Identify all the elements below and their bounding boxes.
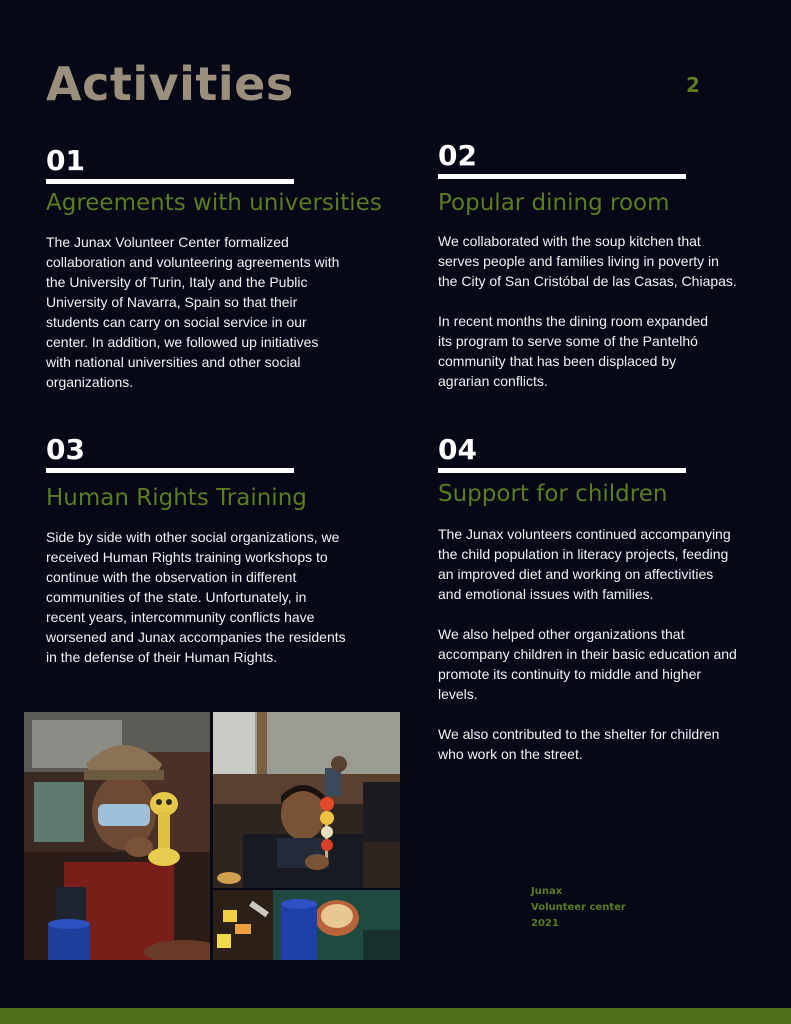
photo-children-at-table-image: [213, 712, 400, 888]
photo-boy-with-fruit: [24, 712, 210, 960]
section-number: 03: [46, 433, 85, 466]
section-heading: Support for children: [438, 481, 668, 507]
section-human-rights: [46, 434, 386, 687]
section-rule: [438, 468, 686, 473]
photo-boy-with-fruit-image: [24, 712, 210, 960]
body-line: In recent months the dining room expanded: [438, 313, 709, 329]
section-agreements: [46, 145, 386, 412]
body-line: We collaborated with the soup kitchen that: [438, 233, 701, 249]
footer-org: Junax: [531, 886, 563, 897]
body-line: continue with the observation in different: [46, 569, 297, 585]
section-body: [438, 231, 778, 391]
section-heading: Agreements with universities: [46, 190, 382, 216]
section-body: [46, 232, 386, 392]
body-line: with national universities and other social: [46, 354, 301, 370]
section-number: 01: [46, 144, 85, 177]
footer-year: 2021: [531, 918, 559, 929]
photo-fruit-plate: [213, 890, 400, 960]
body-line: an improved diet and working on affectivities: [438, 566, 714, 582]
body-line: the University of Turin, Italy and the Public: [46, 274, 308, 290]
body-line: organizations.: [46, 374, 134, 390]
photo-collage: [24, 712, 400, 960]
section-heading: Popular dining room: [438, 190, 670, 216]
body-line: recent years, intercommunity conflicts have: [46, 609, 315, 625]
page-number: 2: [686, 73, 700, 97]
section-children: [438, 434, 778, 784]
body-line: The Junax volunteers continued accompanying: [438, 526, 731, 542]
body-line: agrarian conflicts.: [438, 373, 548, 389]
section-rule: [46, 179, 294, 184]
body-line: received Human Rights training workshops to: [46, 549, 328, 565]
section-rule: [438, 174, 686, 179]
body-line: worsened and Junax accompanies the residents: [46, 629, 346, 645]
footer-subtitle: Volunteer center: [531, 902, 626, 913]
body-line: center. In addition, we followed up initiatives: [46, 334, 319, 350]
body-line: in the defense of their Human Rights.: [46, 649, 278, 665]
body-line: accompany children in their basic education and: [438, 646, 737, 662]
body-line: serves people and families living in poverty in: [438, 253, 719, 269]
body-line: its program to serve some of the Pantelhó: [438, 333, 698, 349]
body-line: promote its continuity to middle and higher: [438, 666, 702, 682]
section-number: 02: [438, 139, 477, 172]
section-rule: [46, 468, 294, 473]
body-line: collaboration and volunteering agreements with: [46, 254, 340, 270]
body-line: who work on the street.: [438, 746, 583, 762]
photo-children-at-table: [213, 712, 400, 888]
body-line: and emotional issues with families.: [438, 586, 654, 602]
body-line: community that has been displaced by: [438, 353, 677, 369]
body-line: We also contributed to the shelter for children: [438, 726, 720, 742]
body-line: Side by side with other social organizations, we: [46, 529, 340, 545]
bottom-accent-bar: [0, 1008, 791, 1024]
section-dining-room: [438, 140, 778, 411]
body-line: We also helped other organizations that: [438, 626, 685, 642]
body-line: communities of the state. Unfortunately, in: [46, 589, 307, 605]
body-line: levels.: [438, 686, 478, 702]
body-line: the City of San Cristóbal de las Casas, Chiapas.: [438, 273, 737, 289]
body-line: University of Navarra, Spain so that their: [46, 294, 298, 310]
page-title: Activities: [46, 57, 294, 111]
section-body: [438, 524, 778, 764]
photo-fruit-plate-image: [213, 890, 400, 960]
footer-credit: [531, 884, 626, 932]
section-body: [46, 527, 386, 667]
body-line: students can carry on social service in our: [46, 314, 307, 330]
body-line: The Junax Volunteer Center formalized: [46, 234, 289, 250]
body-line: the child population in literacy projects, feeding: [438, 546, 729, 562]
section-number: 04: [438, 433, 477, 466]
section-heading: Human Rights Training: [46, 485, 307, 511]
